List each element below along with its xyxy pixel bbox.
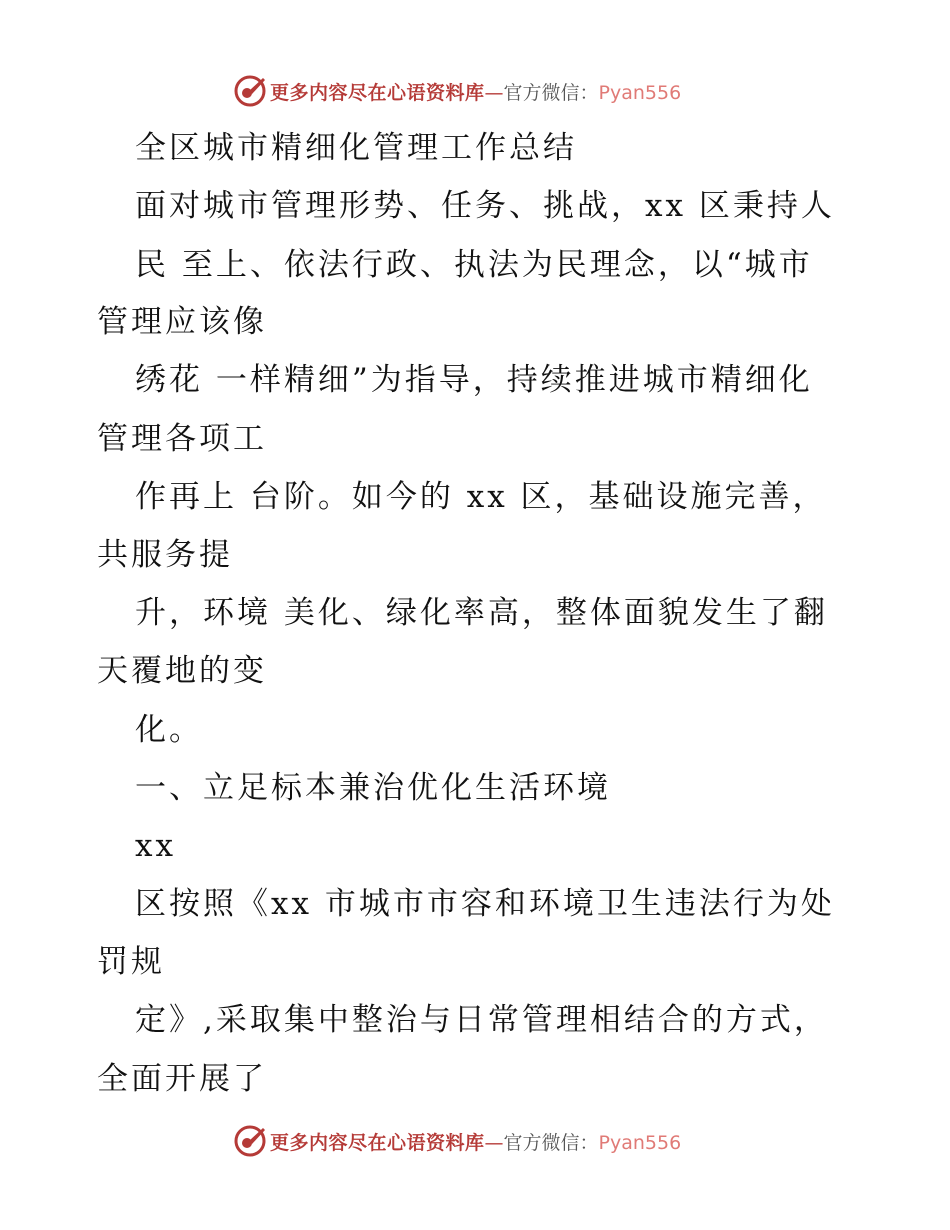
doc-title: 全区城市精细化管理工作总结 — [135, 130, 577, 166]
doc-line: 全面开展了 — [97, 1061, 267, 1097]
doc-line: xx — [135, 828, 176, 864]
banner-wechat-label: 官方微信： — [503, 82, 599, 104]
footer-banner — [0, 1122, 950, 1162]
doc-line: 作再上 台阶。如今的 xx 区，基础设施完善， — [135, 479, 827, 515]
banner-dash: — — [484, 82, 504, 104]
banner-wechat-id: Pyan556 — [598, 1132, 682, 1154]
banner-dash: — — [484, 1132, 504, 1154]
doc-line: 化。 — [135, 712, 203, 748]
doc-line: 管理应该像 — [97, 304, 267, 340]
doc-line: 罚规 — [97, 944, 165, 980]
doc-line: 天覆地的变 — [97, 653, 267, 689]
section-heading: 一、立足标本兼治优化生活环境 — [135, 770, 611, 806]
pen-logo-icon — [233, 1124, 267, 1158]
doc-line: 定》,采取集中整治与日常管理相结合的方式， — [135, 1002, 828, 1038]
banner-wechat-id: Pyan556 — [598, 82, 682, 104]
doc-line: 管理各项工 — [97, 421, 267, 457]
doc-line: 民 至上、依法行政、执法为民理念，以“城市 — [135, 247, 813, 283]
doc-line: 绣花 一样精细”为指导，持续推进城市精细化 — [135, 362, 813, 398]
doc-line: 面对城市管理形势、任务、挑战，xx 区秉持人 — [135, 188, 835, 224]
banner-wechat-label: 官方微信： — [503, 1132, 599, 1154]
banner-brand: 更多内容尽在心语资料库 — [270, 1132, 485, 1154]
doc-line: 升，环境 美化、绿化率高，整体面貌发生了翻 — [135, 595, 828, 631]
doc-line: 共服务提 — [97, 537, 233, 573]
banner-brand: 更多内容尽在心语资料库 — [270, 82, 485, 104]
doc-line: 区按照《xx 市城市市容和环境卫生违法行为处 — [135, 886, 835, 922]
header-banner — [0, 72, 950, 112]
pen-logo-icon — [233, 74, 267, 108]
